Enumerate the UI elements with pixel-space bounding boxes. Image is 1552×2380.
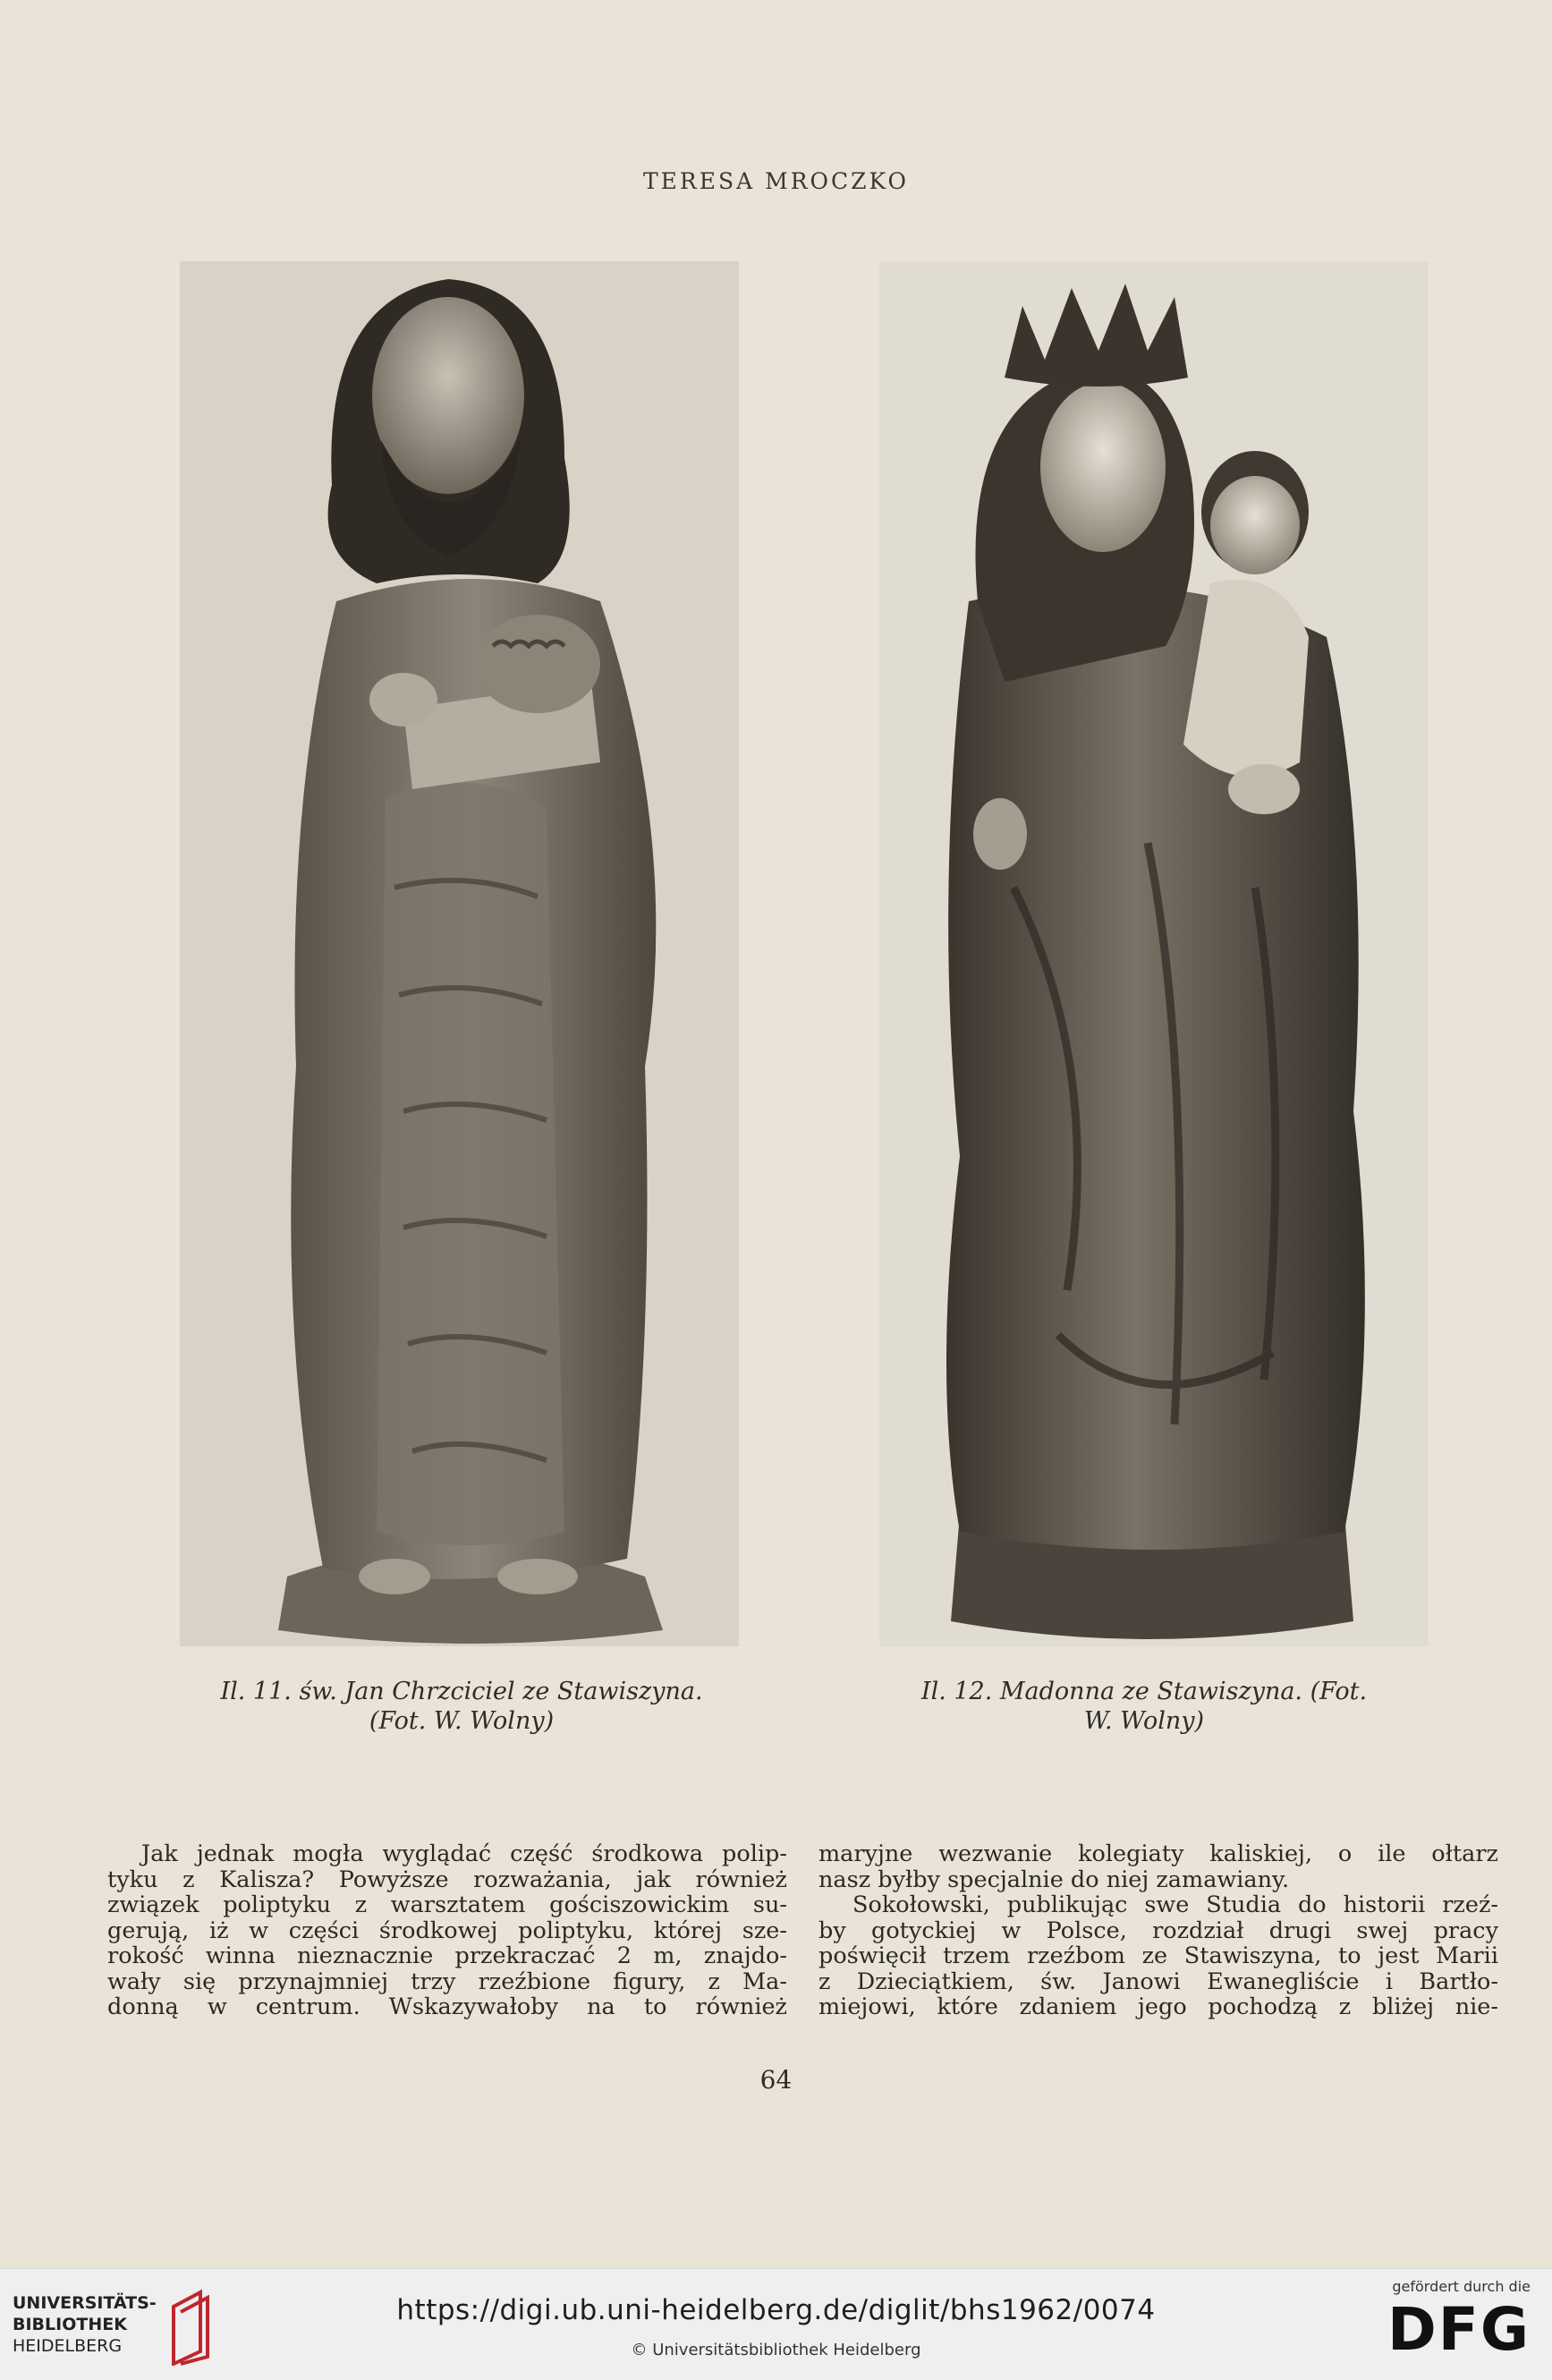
library-name-line: UNIVERSITÄTS- xyxy=(13,2293,157,2313)
funding-note: gefördert durch die xyxy=(1392,2278,1531,2295)
copyright-notice: © Universitätsbibliothek Heidelberg xyxy=(631,2341,921,2359)
running-head: TERESA MROCZKO xyxy=(642,168,910,194)
figure-caption-12 xyxy=(880,1677,1408,1736)
madonna-sculpture-image xyxy=(879,261,1429,1646)
st-john-sculpture-image xyxy=(180,261,739,1646)
photo-st-john-baptist xyxy=(180,261,739,1646)
page-number: 64 xyxy=(759,2065,793,2095)
text-line: maryjne wezwanie kolegiaty kaliskiej, o ile ołtarz xyxy=(818,1840,1498,1867)
text-line: miejowi, które zdaniem jego pochodzą z bliżej nie- xyxy=(818,1993,1498,2020)
library-name-line: HEIDELBERG xyxy=(13,2336,123,2356)
text-line: Sokołowski, publikując swe Studia do historii rzeź- xyxy=(852,1891,1498,1918)
text-line: donną w centrum. Wskazywałoby na to również xyxy=(107,1993,787,2020)
caption-line: Il. 11. św. Jan Chrzciciel ze Stawiszyna. xyxy=(220,1678,703,1705)
caption-line: (Fot. W. Wolny) xyxy=(369,1707,555,1735)
text-line: nasz byłby specjalnie do niej zamawiany. xyxy=(818,1866,1290,1893)
viewer-footer xyxy=(0,2268,1552,2380)
text-line: poświęcił trzem rzeźbom ze Stawiszyna, to jest Marii xyxy=(818,1942,1498,1969)
text-column-right xyxy=(818,1841,1498,2020)
library-name-line: BIBLIOTHEK xyxy=(13,2315,127,2334)
text-line: wały się przynajmniej trzy rzeźbione figury, z Ma- xyxy=(107,1968,787,1995)
text-line: związek poliptyku z warsztatem gościszowickim su- xyxy=(107,1891,787,1918)
caption-line: W. Wolny) xyxy=(1083,1707,1205,1735)
dfg-funding[interactable] xyxy=(1361,2278,1531,2365)
figure-caption-11 xyxy=(211,1677,712,1736)
caption-line: Il. 12. Madonna ze Stawiszyna. (Fot. xyxy=(920,1678,1368,1705)
text-line: by gotyckiej w Polsce, rozdział drugi swej pracy xyxy=(818,1917,1498,1944)
text-column-left xyxy=(107,1841,787,2020)
text-line: z Dzieciątkiem, św. Janowi Ewanegliście i Bartło- xyxy=(818,1968,1498,1995)
text-line: tyku z Kalisza? Powyższe rozważania, jak również xyxy=(107,1866,787,1893)
document-url-link[interactable]: https://digi.ub.uni-heidelberg.de/diglit/bhs1962/0074 xyxy=(396,2294,1156,2326)
text-line: Jak jednak mogła wyglądać część środkowa polip- xyxy=(141,1840,787,1867)
dfg-logo: DFG xyxy=(1387,2295,1531,2364)
photo-madonna xyxy=(879,261,1429,1646)
text-line: rokość winna nieznacznie przekraczać 2 m, znajdo- xyxy=(107,1942,787,1969)
text-line: gerują, iż w części środkowej poliptyku, której sze- xyxy=(107,1917,787,1944)
